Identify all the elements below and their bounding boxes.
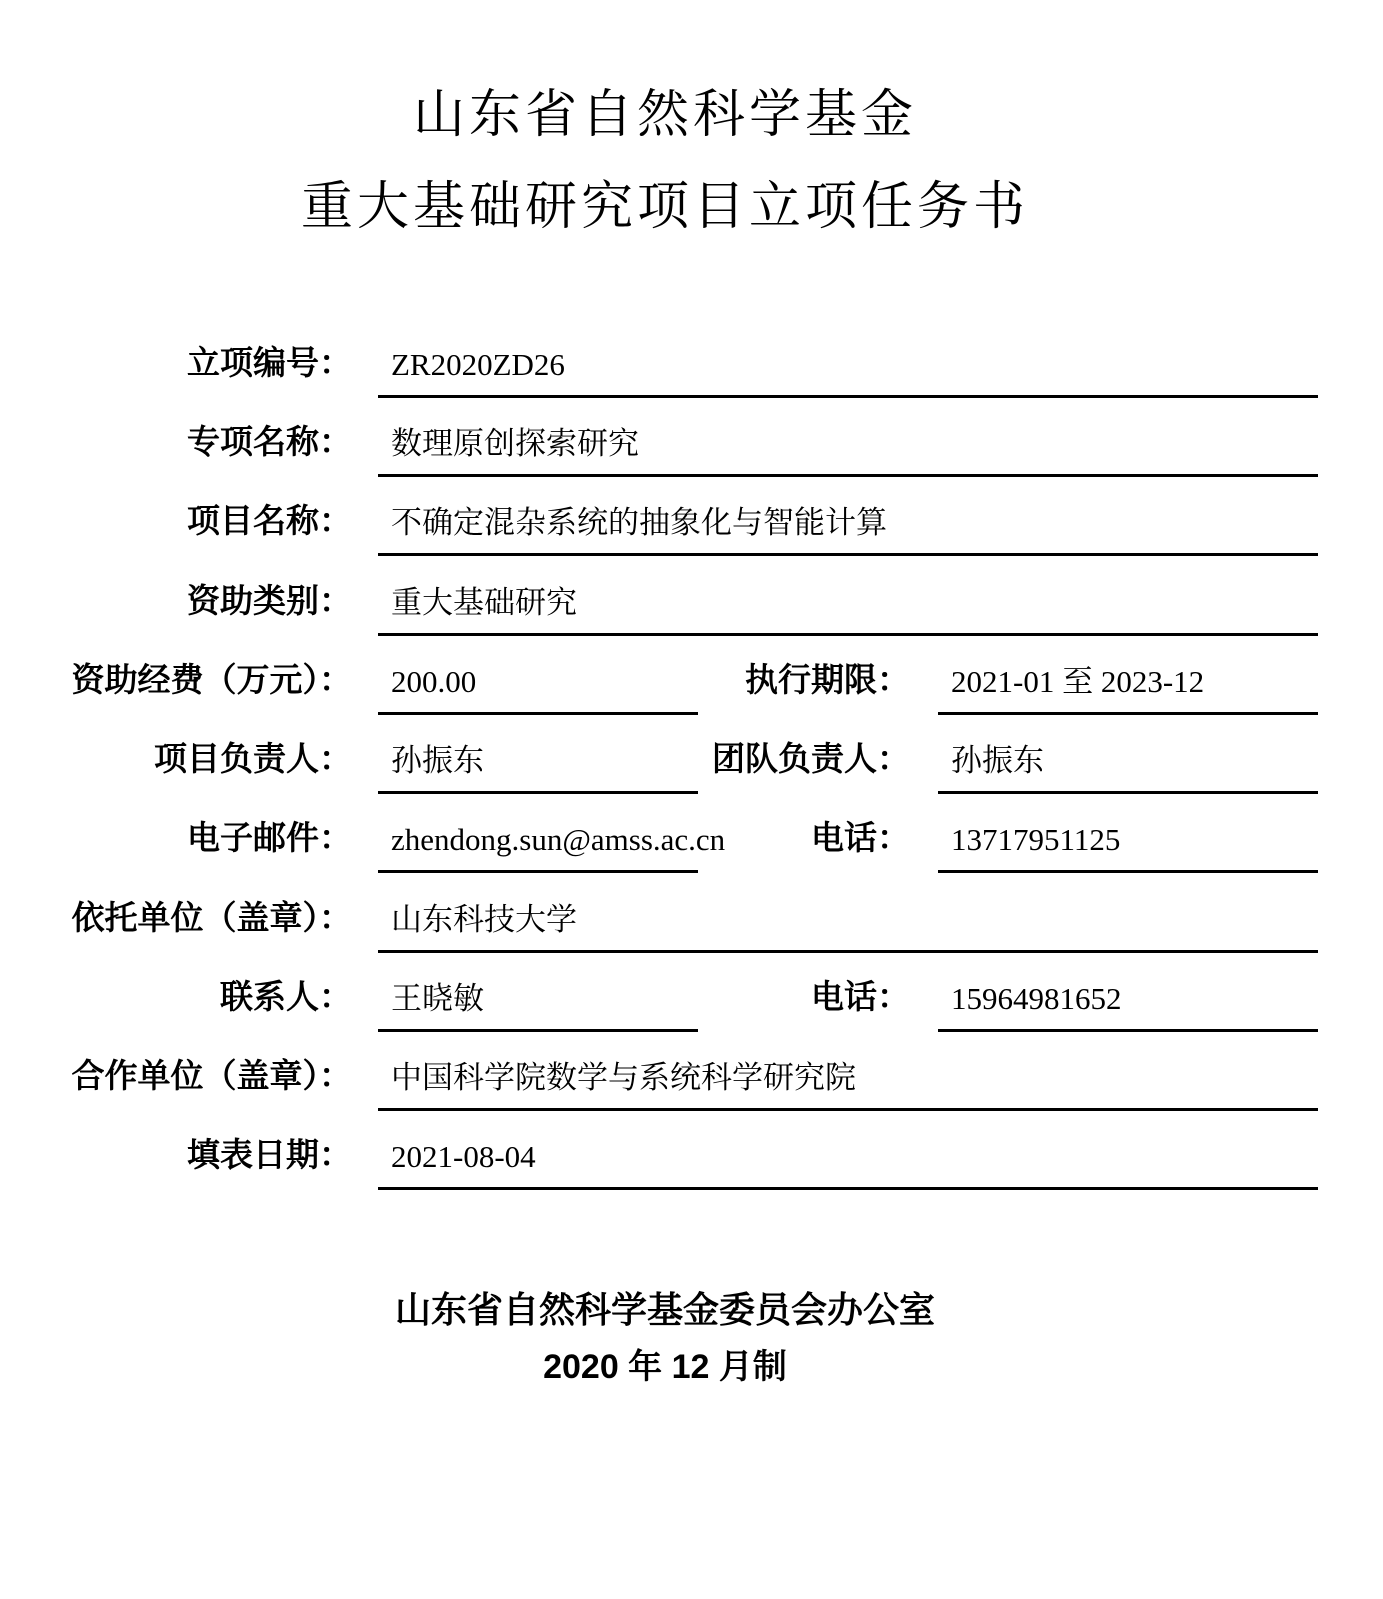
execution-period-field: [938, 657, 1318, 715]
form-row-project-number: [0, 340, 1383, 398]
contact-phone-field: [938, 974, 1318, 1032]
funding-category-field: [378, 578, 1318, 636]
document-title-line1: 山东省自然科学基金: [412, 87, 917, 144]
form-row-funding-category: [0, 578, 1383, 636]
contact-person-label: 联系人：: [220, 978, 352, 1015]
funding-amount-label: 资助经费（万元）：: [71, 661, 352, 698]
partner-institution-field: [378, 1053, 1318, 1111]
form-row-funding-amount-period: [0, 657, 1383, 715]
email-value: zhendong.sun@amss.ac.cn: [391, 822, 726, 857]
project-number-label: 立项编号：: [187, 344, 352, 381]
execution-period-value: 2021-01 至 2023-12: [951, 664, 1205, 699]
team-leader-value: 孙振东: [951, 743, 1044, 778]
project-title-label: 项目名称：: [187, 502, 352, 539]
project-number-value: ZR2020ZD26: [391, 347, 565, 382]
project-title-value: 不确定混杂系统的抽象化与智能计算: [391, 505, 887, 540]
project-leader-value: 孙振东: [391, 743, 484, 778]
funding-amount-field: [378, 657, 698, 715]
project-leader-field: [378, 736, 698, 794]
fill-date-label: 填表日期：: [187, 1136, 352, 1173]
form-row-partner-institution: [0, 1053, 1383, 1111]
execution-period-label: 执行期限：: [745, 661, 910, 698]
contact-person-value: 王晓敏: [391, 981, 484, 1016]
email-field: [378, 815, 726, 873]
program-name-value: 数理原创探索研究: [391, 426, 639, 461]
team-leader-label: 团队负责人：: [712, 740, 910, 777]
funding-category-label: 资助类别：: [187, 582, 352, 619]
contact-phone-label: 电话：: [811, 978, 910, 1015]
team-leader-field: [938, 736, 1318, 794]
form-row-contact: [0, 974, 1383, 1032]
phone-label: 电话：: [811, 819, 910, 856]
form-row-fill-date: [0, 1132, 1383, 1190]
contact-person-field: [378, 974, 698, 1032]
program-name-field: [378, 419, 1318, 477]
partner-institution-label: 合作单位（盖章）：: [71, 1057, 352, 1094]
form-row-email-phone: [0, 815, 1383, 873]
document-title-line2: 重大基础研究项目立项任务书: [300, 179, 1029, 236]
project-number-field: [378, 340, 1318, 398]
funding-amount-value: 200.00: [391, 664, 477, 699]
funding-category-value: 重大基础研究: [391, 585, 577, 620]
phone-value: 13717951125: [951, 822, 1121, 857]
host-institution-label: 依托单位（盖章）：: [71, 899, 352, 936]
partner-institution-value: 中国科学院数学与系统科学研究院: [391, 1060, 856, 1095]
issue-date-line: 2020 年 12 月制: [543, 1348, 787, 1386]
form-row-leaders: [0, 736, 1383, 794]
issuing-office-line: 山东省自然科学基金委员会办公室: [394, 1289, 935, 1330]
phone-field: [938, 815, 1318, 873]
fill-date-field: [378, 1132, 1318, 1190]
project-leader-label: 项目负责人：: [154, 740, 352, 777]
form-row-program-name: [0, 419, 1383, 477]
email-label: 电子邮件：: [187, 819, 352, 856]
form-row-project-title: [0, 498, 1383, 556]
contact-phone-value: 15964981652: [951, 981, 1122, 1016]
fill-date-value: 2021-08-04: [391, 1139, 536, 1174]
program-name-label: 专项名称：: [187, 423, 352, 460]
form-row-host-institution: [0, 895, 1383, 953]
project-title-field: [378, 498, 1318, 556]
host-institution-field: [378, 895, 1318, 953]
host-institution-value: 山东科技大学: [391, 902, 577, 937]
